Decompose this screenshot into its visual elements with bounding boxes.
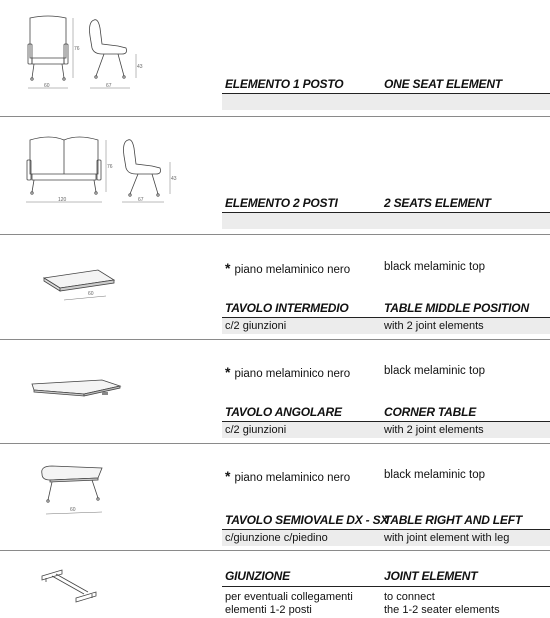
row6-sub-it-1: per eventuali collegamenti bbox=[225, 591, 353, 603]
divider bbox=[0, 234, 550, 235]
middle-table-drawing bbox=[40, 262, 130, 304]
divider bbox=[0, 550, 550, 551]
row3-sub-it: c/2 giunzioni bbox=[225, 320, 287, 332]
row3-sub-en: with 2 joint elements bbox=[384, 320, 484, 332]
corner-table-drawing bbox=[28, 374, 128, 404]
row5-sub-it: c/giunzione c/piedino bbox=[225, 532, 328, 544]
row4-sub-en: with 2 joint elements bbox=[384, 424, 484, 436]
row6-sub-en-1: to connect bbox=[384, 591, 435, 603]
row2-title-en: 2 SEATS ELEMENT bbox=[384, 196, 491, 210]
depth-dim: 67 bbox=[138, 197, 144, 203]
row1-band bbox=[222, 94, 550, 110]
divider bbox=[0, 116, 550, 117]
width-dim: 60 bbox=[88, 291, 94, 297]
row6-sub-en-2: the 1-2 seater elements bbox=[384, 604, 500, 616]
row3-title-en: TABLE MIDDLE POSITION bbox=[384, 301, 529, 315]
row4-sub-it: c/2 giunzioni bbox=[225, 424, 287, 436]
height-dim: 76 bbox=[107, 164, 113, 170]
row2-title-it: ELEMENTO 2 POSTI bbox=[225, 196, 338, 210]
row4-title-en: CORNER TABLE bbox=[384, 405, 477, 419]
row2-band bbox=[222, 213, 550, 229]
row5-sub-en: with joint element with leg bbox=[384, 532, 510, 544]
joint-element-drawing bbox=[36, 566, 106, 606]
row6-title-it: GIUNZIONE bbox=[225, 569, 290, 583]
row5-title-it: TAVOLO SEMIOVALE DX - SX bbox=[225, 513, 389, 527]
height-dim: 76 bbox=[74, 46, 80, 52]
desc-it-text: piano melaminico nero bbox=[234, 368, 351, 380]
row4-desc-it bbox=[225, 365, 350, 381]
row3-desc-en: black melaminic top bbox=[384, 261, 485, 273]
one-seat-drawing bbox=[18, 14, 158, 94]
depth-dim: 67 bbox=[106, 83, 112, 89]
row5-desc-it bbox=[225, 469, 350, 485]
seat-height-dim: 43 bbox=[171, 176, 177, 182]
divider bbox=[0, 339, 550, 340]
star-symbol: * bbox=[225, 260, 231, 276]
divider bbox=[0, 443, 550, 444]
seat-height-dim: 43 bbox=[137, 64, 143, 70]
row3-desc-it bbox=[225, 261, 350, 277]
star-symbol: * bbox=[225, 364, 231, 380]
row1-title-it: ELEMENTO 1 POSTO bbox=[225, 77, 344, 91]
row6-sub-it-2: elementi 1-2 posti bbox=[225, 604, 312, 616]
width-dim: 60 bbox=[70, 507, 76, 513]
desc-it-text: piano melaminico nero bbox=[234, 472, 351, 484]
row4-desc-en: black melaminic top bbox=[384, 365, 485, 377]
row5-title-en: TABLE RIGHT AND LEFT bbox=[384, 513, 522, 527]
desc-it-text: piano melaminico nero bbox=[234, 264, 351, 276]
two-seats-drawing bbox=[18, 132, 188, 210]
star-symbol: * bbox=[225, 468, 231, 484]
width-dim: 60 bbox=[44, 83, 50, 89]
row3-title-it: TAVOLO INTERMEDIO bbox=[225, 301, 349, 315]
width-dim: 120 bbox=[58, 197, 67, 203]
row6-title-en: JOINT ELEMENT bbox=[384, 569, 478, 583]
semioval-table-drawing bbox=[36, 462, 116, 524]
row4-title-it: TAVOLO ANGOLARE bbox=[225, 405, 342, 419]
row5-desc-en: black melaminic top bbox=[384, 469, 485, 481]
row1-title-en: ONE SEAT ELEMENT bbox=[384, 77, 502, 91]
